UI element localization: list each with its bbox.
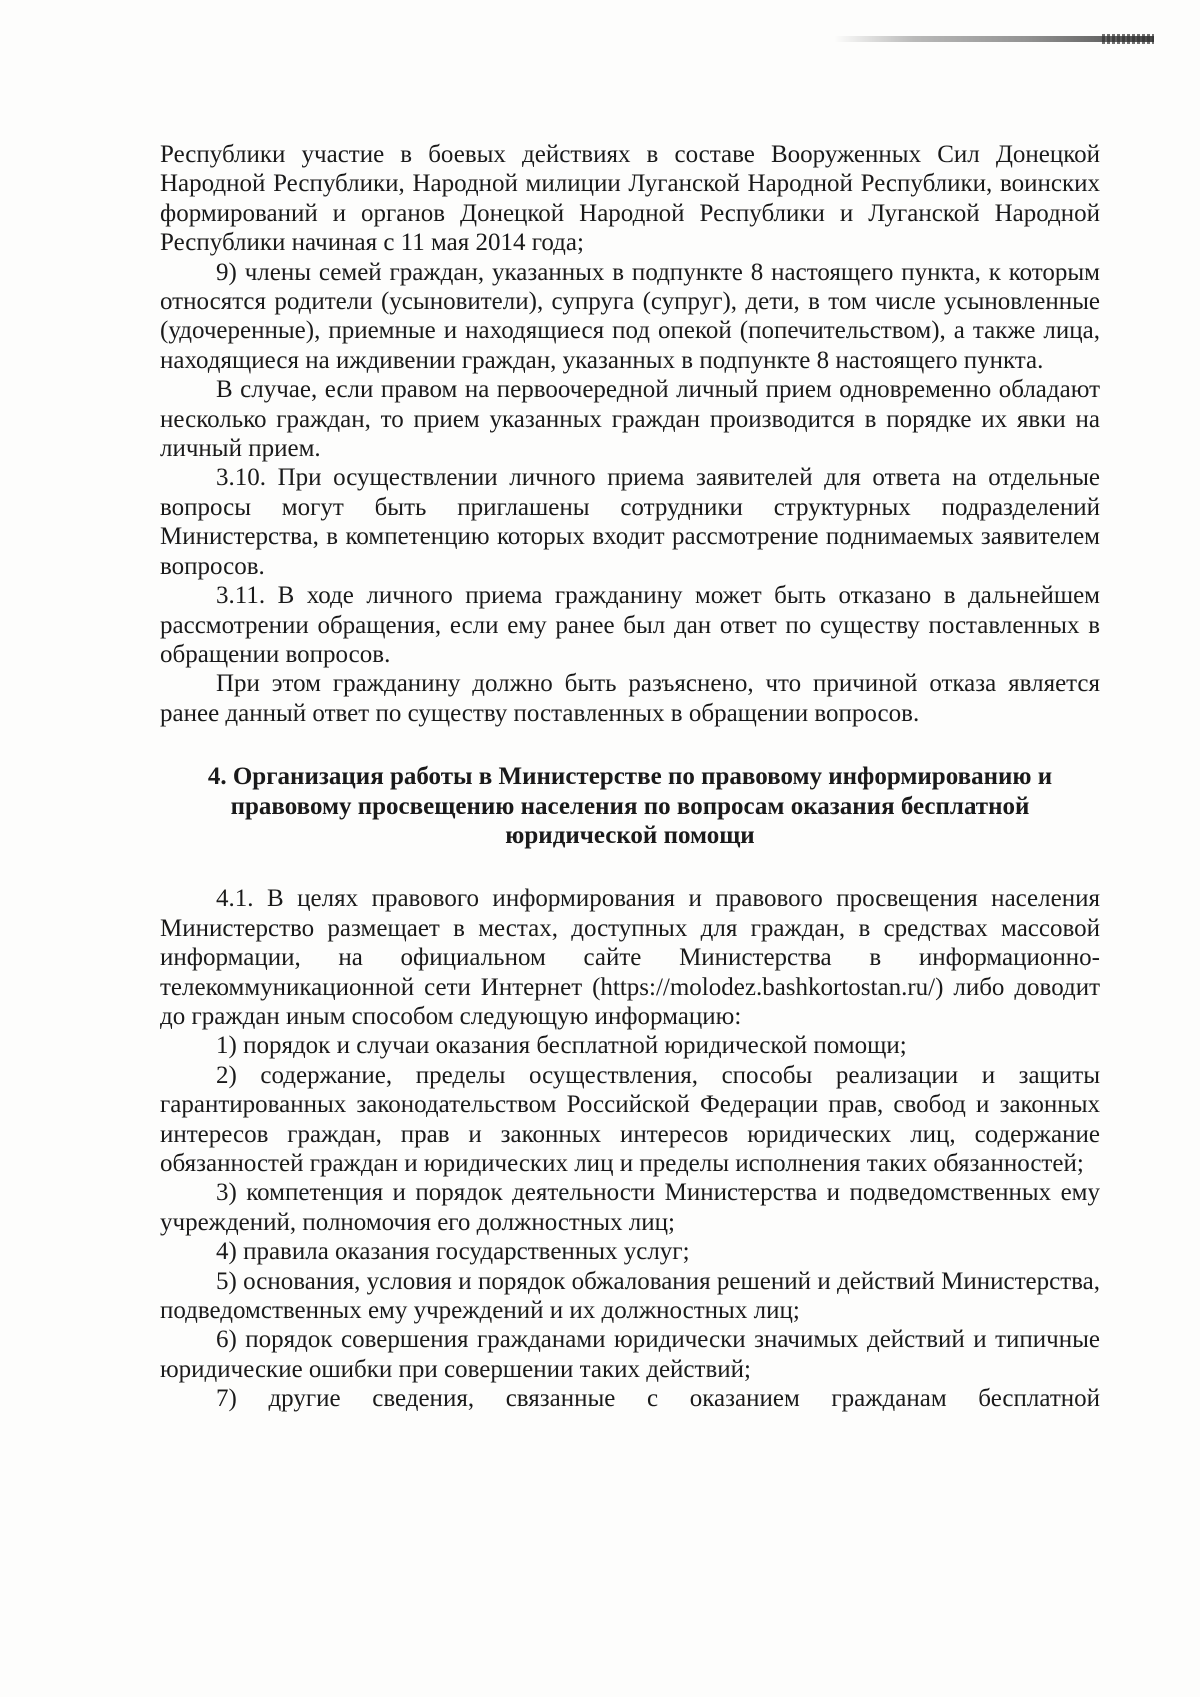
paragraph: Республики участие в боевых действиях в составе Вооруженных Сил Донецкой Народной Республики, Народной милиции Луганской Народной Республики, воинских формирований и органов Донецкой Народной Республики и Луганской Народной Республики начиная с 11 мая 2014 года; — [160, 141, 1100, 257]
paragraph: При этом гражданину должно быть разъяснено, что причиной отказа является ранее данный ответ по существу поставленных в обращении вопросов. — [160, 670, 1100, 727]
paragraph: 5) основания, условия и порядок обжалования решений и действий Министерства, подведомственных ему учреждений и их должностных лиц; — [160, 1267, 1100, 1325]
paragraph: 3) компетенция и порядок деятельности Министерства и подведомственных ему учреждений, полномочия его должностных лиц; — [160, 1179, 1100, 1236]
top-paragraphs — [160, 140, 1100, 728]
paragraph: 3.11. В ходе личного приема гражданину может быть отказано в дальнейшем рассмотрении обращения, если ему ранее был дан ответ по существу поставленных в обращении вопросов. — [160, 582, 1100, 668]
paragraph: 9) члены семей граждан, указанных в подпункте 8 настоящего пункта, к которым относятся родители (усыновители), супруга (супруг), дети, в том числе усыновленные (удочеренные), приемные и находящиеся под опекой (попечительством), а также лица, находящиеся на иждивении граждан, указанных в подпункте 8 настоящего пункта. — [160, 258, 1100, 374]
bottom-paragraphs — [160, 884, 1100, 1413]
paragraph: 3.10. При осуществлении личного приема заявителей для ответа на отдельные вопросы могут быть приглашены сотрудники структурных подразделений Министерства, в компетенцию которых входит рассмотрение поднимаемых заявителем вопросов. — [160, 464, 1100, 580]
paragraph: 2) содержание, пределы осуществления, способы реализации и защиты гарантированных законодательством Российской Федерации прав, свобод и законных интересов граждан, прав и законных интересов юридических лиц, содержание обязанностей граждан и юридических лиц и пределы исполнения таких обязанностей; — [160, 1061, 1100, 1177]
paragraph: В случае, если правом на первоочередной личный прием одновременно обладают несколько граждан, то прием указанных граждан производится в порядке их явки на личный прием. — [160, 376, 1100, 463]
paragraph: 6) порядок совершения гражданами юридически значимых действий и типичные юридические ошибки при совершении таких действий; — [160, 1326, 1100, 1383]
document-body — [160, 140, 1100, 1414]
paragraph: 4.1. В целях правового информирования и правового просвещения населения Министерство размещает в местах, доступных для граждан, в средствах массовой информации, на официальном сайте Министерства в информационно-телекоммуникационной сети Интернет (https://molodez.bashkortostan.ru/) либо доводит до граждан иным способом следующую информацию: — [160, 885, 1100, 1030]
section-heading: 4. Организация работы в Министерстве по правовому информированию и правовому просвещению населения по вопросам оказания бесплатной юридической помощи — [207, 763, 1053, 849]
scan-artifact-mark — [834, 36, 1154, 42]
paragraph: 4) правила оказания государственных услуг; — [216, 1238, 690, 1266]
paragraph: 1) порядок и случаи оказания бесплатной юридической помощи; — [216, 1032, 907, 1060]
paragraph: 7) другие сведения, связанные с оказанием гражданам бесплатной — [216, 1385, 1100, 1413]
